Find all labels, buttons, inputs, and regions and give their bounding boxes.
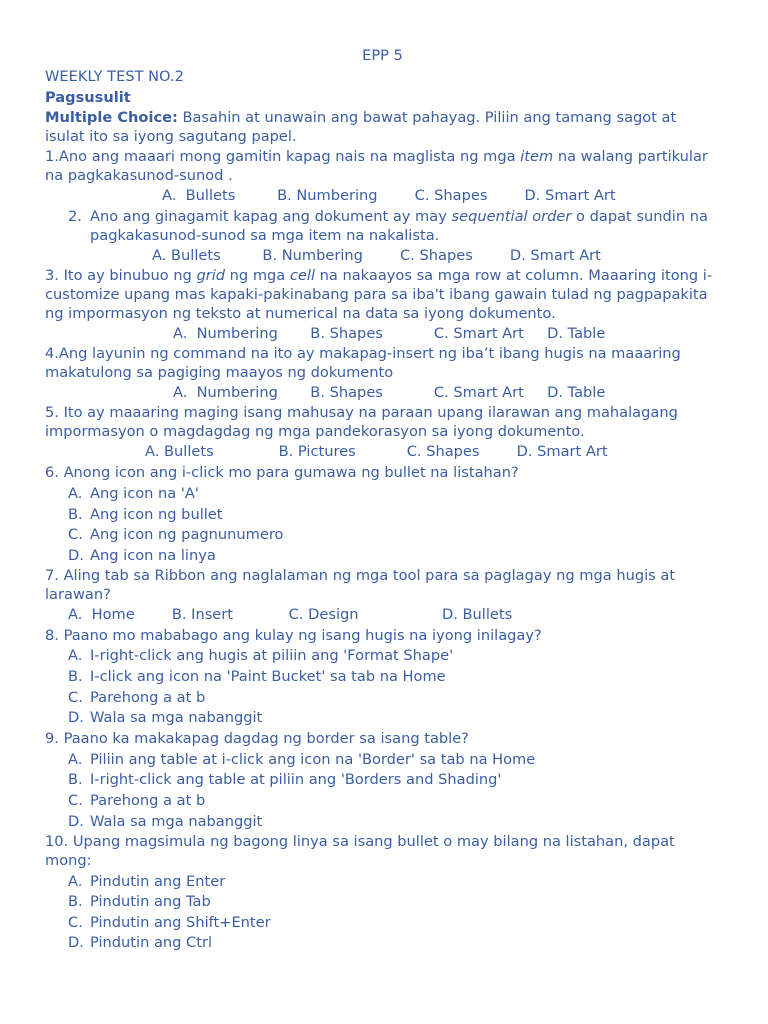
q10-option-text: Pindutin ang Shift+Enter (90, 914, 271, 931)
q6-option-letter: B. (68, 506, 83, 523)
q10-option-letter: D. (68, 934, 84, 951)
q9-option-text: Parehong a at b (90, 792, 206, 809)
question-8: 8. Paano mo mababago ang kulay ng isang hugis na iyong inilagay? (45, 627, 542, 644)
q3-text-em2: cell (289, 267, 316, 284)
question-10: 10. Upang magsimula ng bagong linya sa isang bullet o may bilang na listahan, dapat mong: (45, 833, 675, 869)
q1-text-post: na walang partikular na pagkakasunod-sunod . (45, 148, 708, 184)
instruction-label: Multiple Choice: (45, 109, 178, 126)
q6-option-text: Ang icon ng bullet (90, 506, 223, 523)
question-7: 7. Aling tab sa Ribbon ang naglalaman ng mga tool para sa paglagay ng mga hugis at larawan? (45, 567, 676, 603)
q8-option-letter: C. (68, 689, 83, 706)
q8-option-letter: B. (68, 668, 83, 685)
q3-text-em1: grid (196, 267, 226, 284)
question-4: 4.Ang layunin ng command na ito ay makapag-insert ng iba’t ibang hugis na maaaring makatulong sa pagiging maayos ng dokumento (45, 345, 681, 381)
question-9: 9. Paano ka makakapag dagdag ng border sa isang table? (45, 730, 469, 747)
q8-option-text: I-click ang icon na 'Paint Bucket' sa tab na Home (90, 668, 446, 685)
q10-option-text: Pindutin ang Enter (90, 873, 226, 890)
question-1 (45, 147, 720, 185)
q6-option-text: Ang icon na 'A' (90, 485, 199, 502)
q9-option-text: Piliin ang table at i-click ang icon na 'Border' sa tab na Home (90, 751, 536, 768)
question-2 (90, 207, 720, 245)
instruction-text: Basahin at unawain ang bawat pahayag. Piliin ang tamang sagot at isulat ito sa iyong sagutang papel. (45, 109, 677, 145)
q6-option-letter: D. (68, 547, 84, 564)
q10-option-text: Pindutin ang Tab (90, 893, 211, 910)
test-title: WEEKLY TEST NO.2 (45, 68, 184, 85)
instructions (45, 108, 720, 146)
question-5: 5. Ito ay maaaring maging isang mahusay na paraan upang ilarawan ang mahalagang impormasyon o magdagdag ng mga pandekorasyon sa iyong dokumento. (45, 404, 678, 440)
q7-options: A. Home B. Insert C. Design D. Bullets (68, 606, 513, 623)
section-title: Pagsusulit (45, 89, 131, 106)
q1-text-pre: 1.Ano ang maaari mong gamitin kapag nais na maglista ng mga (45, 148, 521, 165)
q2-options: A. Bullets B. Numbering C. Shapes D. Smart Art (152, 247, 601, 264)
q2-number: 2. (68, 208, 82, 225)
q10-option-letter: B. (68, 893, 83, 910)
q8-option-text: Wala sa mga nabanggit (90, 709, 263, 726)
q9-option-text: Wala sa mga nabanggit (90, 813, 263, 830)
q6-option-text: Ang icon ng pagnunumero (90, 526, 284, 543)
q6-option-letter: A. (68, 485, 83, 502)
q2-text-em: sequential order (451, 208, 572, 225)
q8-option-letter: D. (68, 709, 84, 726)
q10-option-letter: A. (68, 873, 83, 890)
q9-option-letter: C. (68, 792, 83, 809)
q6-option-letter: C. (68, 526, 83, 543)
q4-options: A. Numbering B. Shapes C. Smart Art D. Table (173, 384, 606, 401)
q9-option-letter: A. (68, 751, 83, 768)
q2-text-post: o dapat sundin na pagkakasunod-sunod sa mga item na nakalista. (90, 208, 708, 244)
question-3 (45, 266, 720, 323)
question-6: 6. Anong icon ang i-click mo para gumawa ng bullet na listahan? (45, 464, 519, 481)
q8-option-text: Parehong a at b (90, 689, 206, 706)
q3-text-2: ng mga (225, 267, 290, 284)
q3-options: A. Numbering B. Shapes C. Smart Art D. Table (173, 325, 606, 342)
q9-option-letter: B. (68, 771, 83, 788)
q1-text-em: item (520, 148, 554, 165)
q10-option-letter: C. (68, 914, 83, 931)
q8-option-letter: A. (68, 647, 83, 664)
q8-option-text: I-right-click ang hugis at piliin ang 'Format Shape' (90, 647, 454, 664)
q1-options: A. Bullets B. Numbering C. Shapes D. Smart Art (162, 187, 616, 204)
subject-heading: EPP 5 (362, 47, 403, 64)
q3-text-1: 3. Ito ay binubuo ng (45, 267, 197, 284)
q9-option-text: I-right-click ang table at piliin ang 'Borders and Shading' (90, 771, 502, 788)
q6-option-text: Ang icon na linya (90, 547, 216, 564)
q10-option-text: Pindutin ang Ctrl (90, 934, 213, 951)
q9-option-letter: D. (68, 813, 84, 830)
q5-options: A. Bullets B. Pictures C. Shapes D. Smart Art (145, 443, 608, 460)
q2-text-pre: Ano ang ginagamit kapag ang dokument ay may (90, 208, 452, 225)
q3-text-3: na nakaayos sa mga row at column. Maaaring itong i-customize upang mas kapaki-pakinabang para sa iba't ibang gawain tulad ng pagpapakita ng impormasyon ng teksto at numerical na data sa iyong dokumento. (45, 267, 713, 322)
